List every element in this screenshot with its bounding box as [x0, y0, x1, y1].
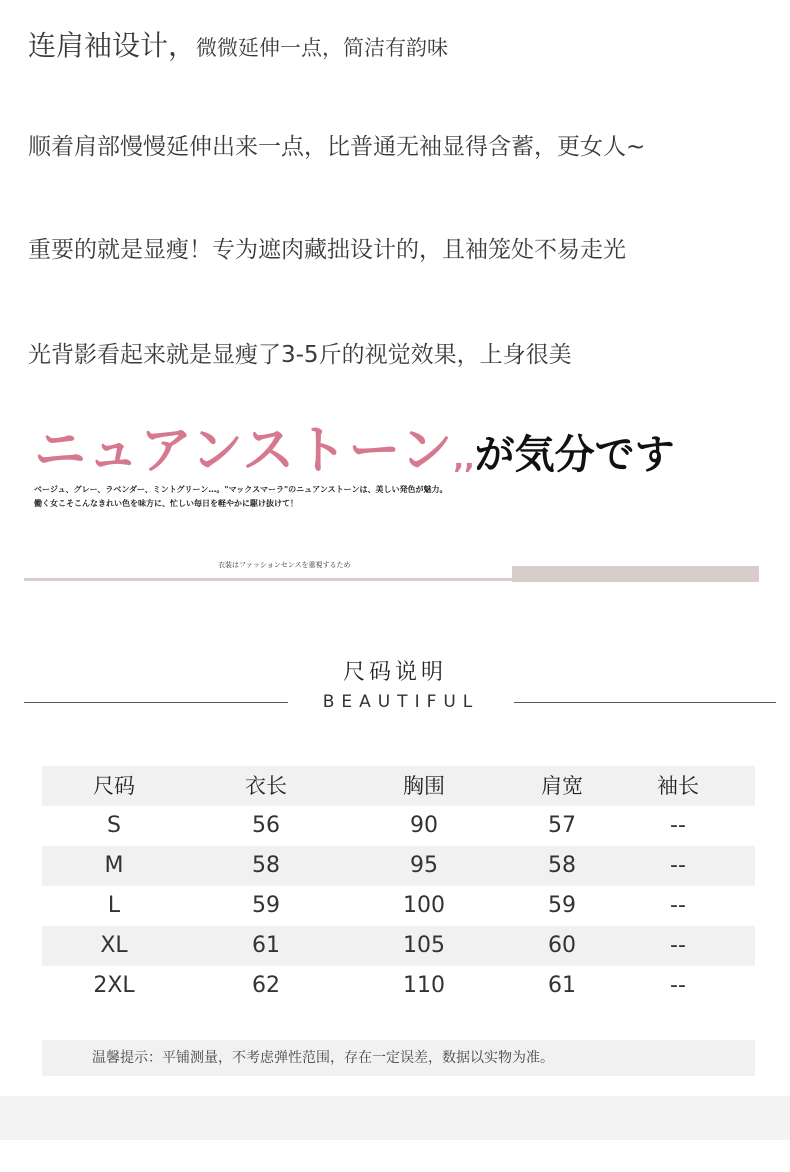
cell-sleeve: -- [670, 893, 686, 918]
cell-sleeve: -- [670, 853, 686, 878]
cell-size: XL [100, 933, 128, 958]
divider-right [514, 702, 776, 703]
intro-line-1-rest: 微微延伸一点，简洁有韵味 [196, 36, 449, 60]
banner-title-pink: ニュアンストーン [34, 421, 454, 481]
decorative-line [24, 578, 512, 581]
divider-left [24, 702, 288, 703]
decorative-block [512, 566, 759, 582]
bottom-band [0, 1096, 790, 1140]
header-size: 尺码 [93, 774, 135, 798]
banner-title-mark: ,, [453, 442, 475, 475]
cell-bust: 90 [410, 813, 438, 838]
cell-bust: 105 [403, 933, 445, 958]
cell-shoulder: 58 [548, 853, 576, 878]
banner-caption: 衣装はファッションセンスを重視するため [218, 561, 351, 569]
cell-shoulder: 59 [548, 893, 576, 918]
cell-sleeve: -- [670, 813, 686, 838]
cell-shoulder: 61 [548, 973, 576, 998]
header-sleeve: 袖长 [657, 774, 699, 798]
cell-bust: 95 [410, 853, 438, 878]
header-shoulder: 肩宽 [541, 774, 583, 798]
table-row [42, 926, 755, 966]
cell-size: 2XL [93, 973, 135, 998]
banner-subtext-1: ベージュ、グレー、ラベンダー、ミントグリーン…。"マックスマーラ"のニュアンストーンは、美しい発色が魅力。 [34, 485, 448, 494]
cell-length: 56 [252, 813, 280, 838]
size-section-title: 尺码说明 [342, 660, 447, 685]
banner-subtext-2: 働く女こそこんなきれい色を味方に、忙しい毎日を軽やかに駆け抜けて！ [34, 499, 298, 508]
table-row [42, 806, 755, 846]
table-row [42, 966, 755, 1006]
cell-sleeve: -- [670, 933, 686, 958]
cell-length: 58 [252, 853, 280, 878]
measurement-note-text: 温馨提示：平铺测量，不考虑弹性范围，存在一定误差，数据以实物为准。 [92, 1050, 554, 1066]
cell-shoulder: 57 [548, 813, 576, 838]
cell-size: S [107, 813, 121, 838]
cell-sleeve: -- [670, 973, 686, 998]
header-bust: 胸围 [403, 774, 445, 798]
measurement-note [42, 1040, 755, 1076]
intro-line-1-lead: 连肩袖设计， [28, 29, 197, 62]
size-section-subtitle: BEAUTIFUL [322, 692, 480, 712]
intro-line-2: 顺着肩部慢慢延伸出来一点，比普通无袖显得含蓄，更女人~ [28, 134, 646, 160]
size-table [42, 766, 755, 1006]
cell-length: 61 [252, 933, 280, 958]
intro-line-4: 光背影看起来就是显瘦了3-5斤的视觉效果，上身很美 [28, 342, 572, 368]
cell-length: 62 [252, 973, 280, 998]
cell-bust: 100 [403, 893, 445, 918]
banner-title [34, 408, 675, 483]
intro-line-1 [28, 24, 448, 64]
size-table-header [42, 766, 755, 806]
table-row [42, 886, 755, 926]
cell-size: L [107, 893, 121, 918]
cell-shoulder: 60 [548, 933, 576, 958]
cell-bust: 110 [403, 973, 445, 998]
header-length: 衣长 [245, 774, 287, 798]
banner-title-black: が気分です [474, 432, 675, 478]
cell-length: 59 [252, 893, 280, 918]
intro-line-3: 重要的就是显瘦！专为遮肉藏拙设计的，且袖笼处不易走光 [28, 237, 626, 263]
table-row [42, 846, 755, 886]
cell-size: M [104, 853, 124, 878]
